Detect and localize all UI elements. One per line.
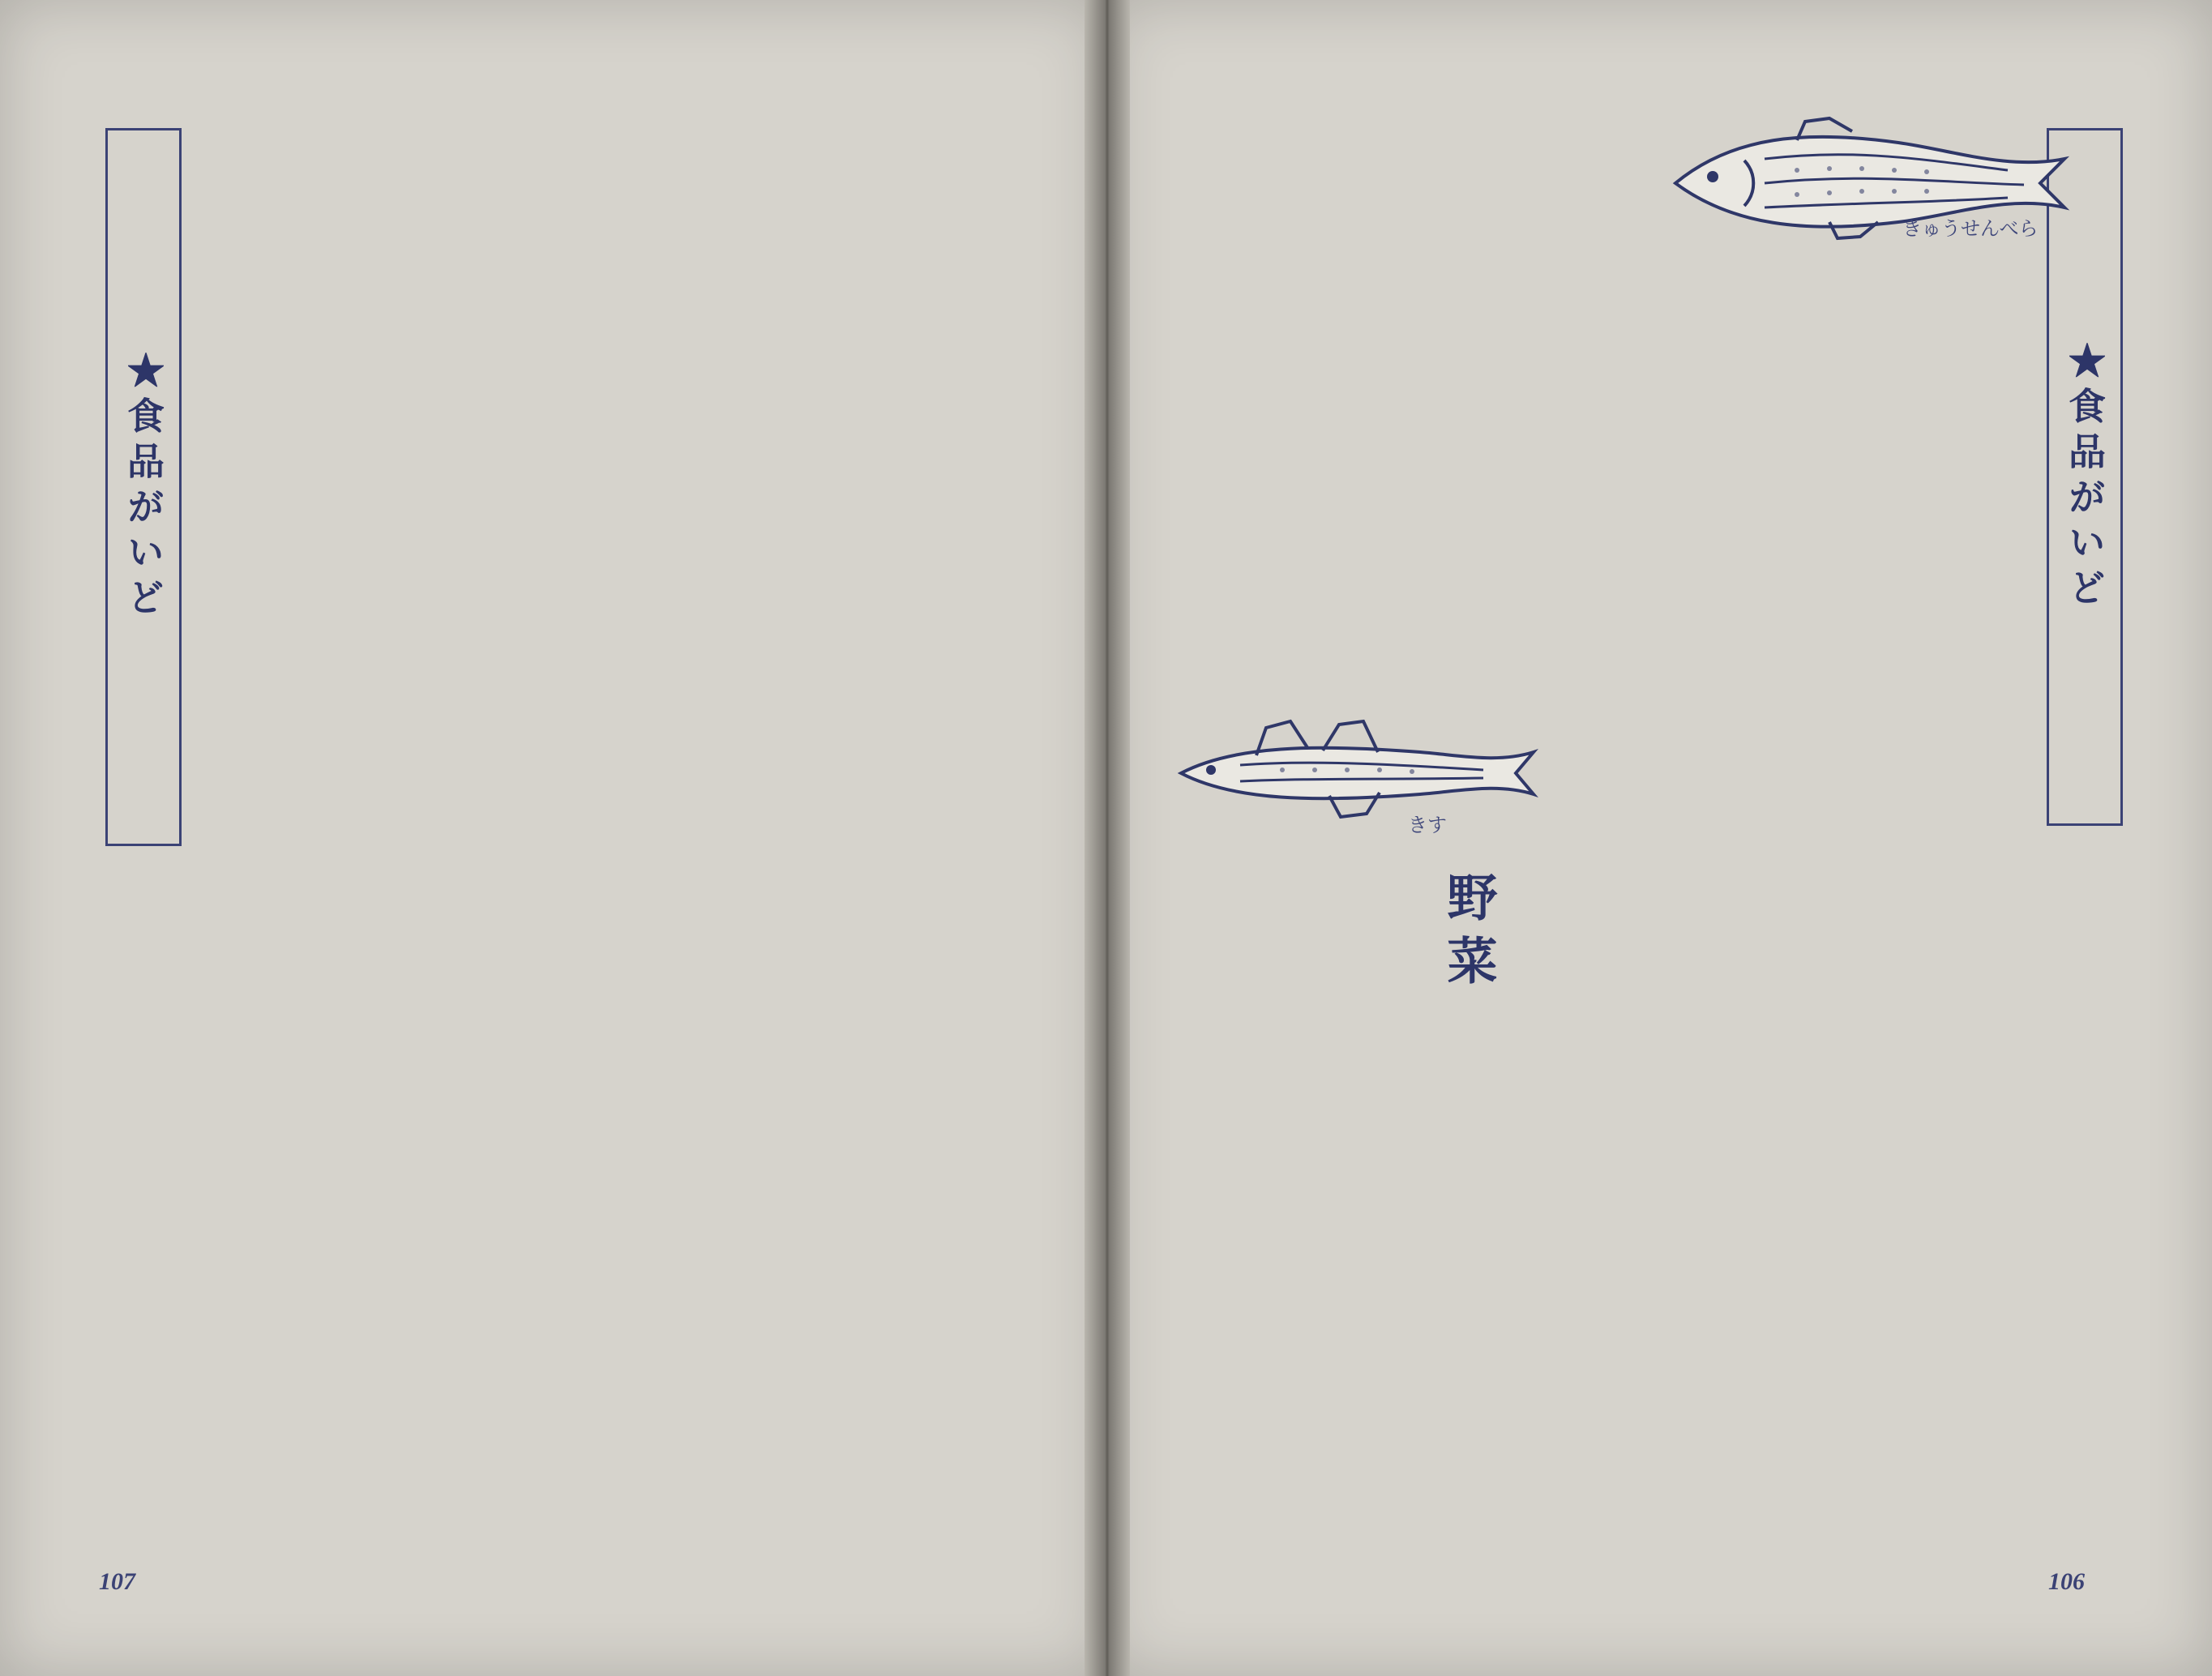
right-byline [1448,883,1530,1167]
left-byline [73,1179,170,1520]
right-page-number: 106 [2048,1568,2085,1595]
left-page [0,0,1104,1676]
left-page-number: 107 [99,1568,135,1595]
right-header-label: ★食品がいど [2063,340,2107,614]
left-header-label: ★食品がいど [122,351,165,623]
left-header-box [105,128,182,846]
whiting-caption: きす [1408,814,1447,836]
book-gutter [1085,0,1130,1676]
wrasse-caption: きゅうせんべら [1902,217,2039,240]
right-page [1108,0,2212,1676]
right-main-text [1173,134,2008,1560]
section-title: 野菜 [1439,871,1498,998]
left-main-text [195,134,1038,1560]
